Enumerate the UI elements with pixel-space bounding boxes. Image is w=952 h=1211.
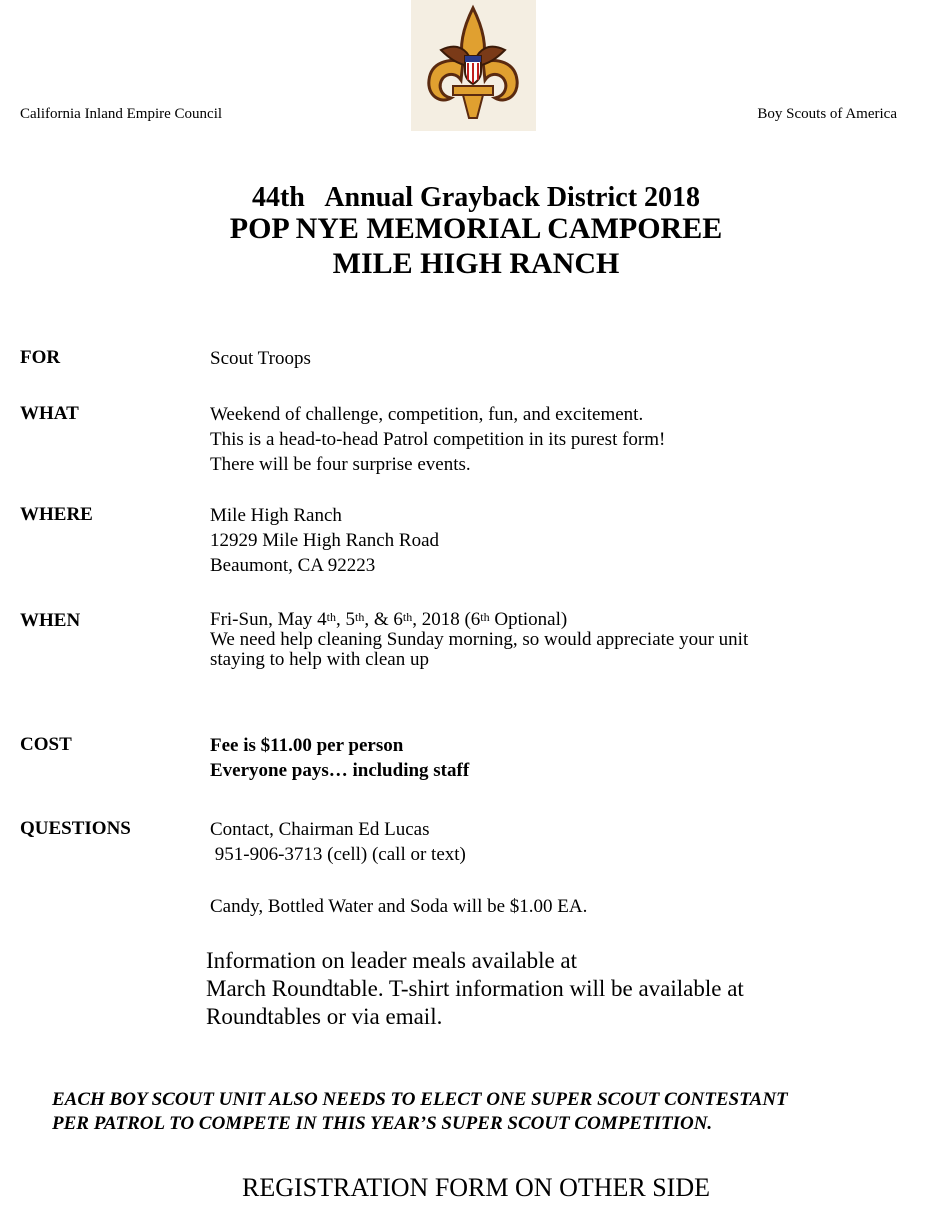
questions-label: QUESTIONS [20,818,131,839]
when-value [210,610,748,670]
questions-line: 951-906-3713 (cell) (call or text) [210,844,466,865]
when-dates: Fri-Sun, May 4th, 5th, & 6th, 2018 (6th Optional) [210,609,568,630]
cost-value [210,733,469,783]
bsa-logo [411,0,536,131]
where-line: Mile High Ranch [210,505,342,526]
registration-footer: REGISTRATION FORM ON OTHER SIDE [241,1173,710,1202]
title-line-2: POP NYE MEMORIAL CAMPOREE [229,212,723,245]
super-scout-notice [52,1088,788,1136]
where-label: WHERE [20,504,93,525]
cost-label: COST [20,734,72,755]
cost-line: Fee is $11.00 per person [210,735,404,756]
title-line-1: 44th Annual Grayback District 2018 [251,182,701,213]
what-line: There will be four surprise events. [210,454,471,475]
where-line: Beaumont, CA 92223 [210,555,376,576]
for-value [210,346,311,371]
what-line: Weekend of challenge, competition, fun, and excitement. [210,404,644,425]
for-line: Scout Troops [210,348,311,369]
questions-value [210,817,466,867]
what-label: WHAT [20,403,79,424]
council-name: California Inland Empire Council [20,106,223,122]
concessions-note: Candy, Bottled Water and Soda will be $1.00 EA. [210,896,588,917]
info-line: Information on leader meals available at [206,948,578,973]
when-line: staying to help with clean up [210,649,429,670]
when-label: WHEN [20,610,81,631]
where-line: 12929 Mile High Ranch Road [210,530,440,551]
for-label: FOR [20,347,61,368]
info-line: March Roundtable. T-shirt information will be available at [206,976,744,1001]
what-value [210,402,665,477]
cost-line: Everyone pays… including staff [210,760,470,781]
organization-name: Boy Scouts of America [757,106,897,122]
notice-line: PER PATROL TO COMPETE IN THIS YEAR’S SUPER SCOUT COMPETITION. [52,1113,713,1134]
info-block [206,947,744,1031]
notice-line: EACH BOY SCOUT UNIT ALSO NEEDS TO ELECT ONE SUPER SCOUT CONTESTANT [52,1089,788,1110]
fleur-de-lis-eagle-icon [411,0,536,131]
when-line: We need help cleaning Sunday morning, so would appreciate your unit [210,629,749,650]
what-line: This is a head-to-head Patrol competition in its purest form! [210,429,666,450]
info-line: Roundtables or via email. [206,1004,443,1029]
where-value [210,503,439,578]
questions-line: Contact, Chairman Ed Lucas [210,819,430,840]
title-line-3: MILE HIGH RANCH [332,247,620,280]
